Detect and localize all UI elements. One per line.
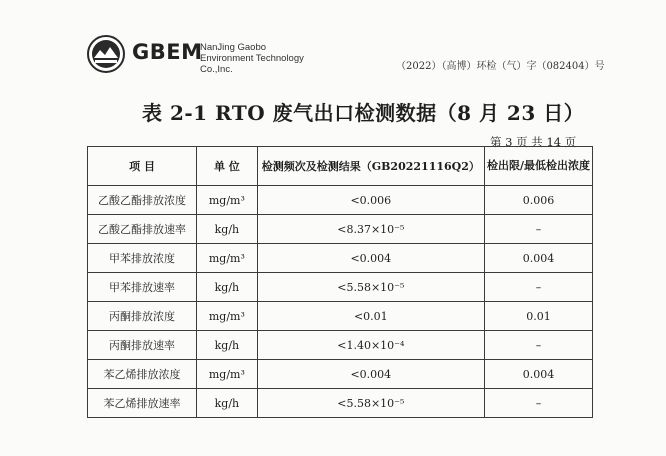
table-row <box>88 244 593 273</box>
company-name <box>200 42 304 75</box>
company-line: NanJing Gaobo <box>200 42 267 53</box>
cell-result: <0.004 <box>257 244 484 273</box>
cell-result: <0.004 <box>257 360 484 389</box>
table-row <box>88 389 593 418</box>
cell-unit: kg/h <box>197 389 258 418</box>
table-row <box>88 186 593 215</box>
cell-unit: mg/m³ <box>197 302 258 331</box>
company-line: Environment Technology <box>200 53 304 64</box>
cell-item: 丙酮排放速率 <box>88 331 197 360</box>
cell-item: 苯乙烯排放速率 <box>88 389 197 418</box>
data-table <box>87 146 593 418</box>
page-title: 表 2-1 RTO 废气出口检测数据（8 月 23 日） <box>142 101 585 125</box>
cell-item: 乙酸乙酯排放浓度 <box>88 186 197 215</box>
cell-limit: – <box>484 273 592 302</box>
cell-unit: mg/m³ <box>197 360 258 389</box>
header-item: 项 目 <box>88 147 197 186</box>
table-row <box>88 331 593 360</box>
cell-limit: 0.01 <box>484 302 592 331</box>
header-result: 检测频次及检测结果（GB20221116Q2） <box>257 147 484 186</box>
company-logo <box>86 34 126 74</box>
cell-result: <0.006 <box>257 186 484 215</box>
cell-item: 甲苯排放浓度 <box>88 244 197 273</box>
cell-result: <1.40×10⁻⁴ <box>257 331 484 360</box>
document-number: （2022）（高博）环检（气）字（082404）号 <box>396 61 605 72</box>
cell-item: 甲苯排放速率 <box>88 273 197 302</box>
table-row <box>88 215 593 244</box>
cell-limit: – <box>484 389 592 418</box>
company-line: Co.,Inc. <box>200 64 233 75</box>
cell-result: <0.01 <box>257 302 484 331</box>
cell-limit: 0.004 <box>484 360 592 389</box>
cell-unit: kg/h <box>197 273 258 302</box>
cell-unit: kg/h <box>197 331 258 360</box>
cell-unit: mg/m³ <box>197 244 258 273</box>
cell-item: 苯乙烯排放浓度 <box>88 360 197 389</box>
cell-result: <5.58×10⁻⁵ <box>257 273 484 302</box>
cell-item: 丙酮排放浓度 <box>88 302 197 331</box>
cell-item: 乙酸乙酯排放速率 <box>88 215 197 244</box>
table-row <box>88 302 593 331</box>
header-unit: 单 位 <box>197 147 258 186</box>
cell-unit: kg/h <box>197 215 258 244</box>
table-row <box>88 273 593 302</box>
table-header-row <box>88 147 593 186</box>
header-limit: 检出限/最低检出浓度 <box>484 147 592 186</box>
brand-name: GBEM <box>132 40 203 64</box>
cell-limit: 0.004 <box>484 244 592 273</box>
cell-result: <5.58×10⁻⁵ <box>257 389 484 418</box>
cell-limit: 0.006 <box>484 186 592 215</box>
table-row <box>88 360 593 389</box>
cell-limit: – <box>484 331 592 360</box>
cell-limit: – <box>484 215 592 244</box>
page-indicator: 第 3 页 共 14 页 <box>490 135 577 149</box>
cell-result: <8.37×10⁻⁵ <box>257 215 484 244</box>
cell-unit: mg/m³ <box>197 186 258 215</box>
